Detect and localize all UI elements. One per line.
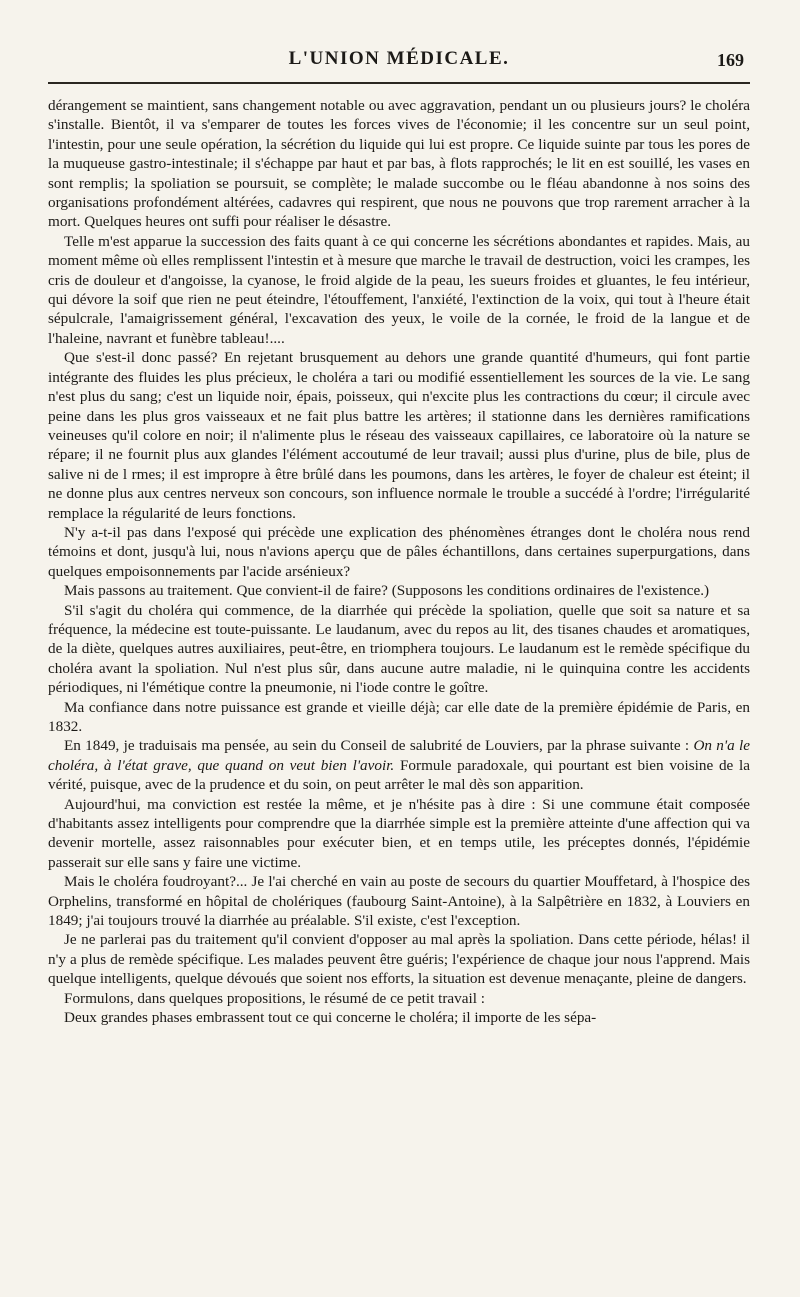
page-header: [48, 48, 750, 78]
italic-quote: On n'a le choléra, à l'état grave, que quand on veut bien l'avoir.: [48, 737, 750, 774]
page-number: 169: [717, 50, 744, 70]
paragraph: Deux grandes phases embrassent tout ce qui concerne le choléra; il importe de les sépa-: [64, 1009, 597, 1027]
paragraph: Formulons, dans quelques propositions, le résumé de ce petit travail :: [64, 989, 485, 1007]
paragraph-tail: Formule paradoxale, qui pourtant est bien voisine de la vérité, puisque, avec de la prudence et du soin, on peut arrêter le mal dès son apparition.: [48, 756, 750, 794]
article-body: [48, 96, 750, 1028]
paragraph: Que s'est-il donc passé? En rejetant brusquement au dehors une grande quantité d'humeurs, qui font partie intégrante des fluides les plus précieux, le choléra a tari ou modifié essentiellement les sources de la vie. Le sang n'est plus du sang; c'est un liquide noir, épais, poisseux, qui n'excite plus les contractions du cœur; il circule avec peine dans les plus gros vaisseaux et ne fait plus battre les artères; il stationne dans les dernières ramifications veineuses qu'il colore en noir; il n'alimente plus le réseau des vaisseaux capillaires, ce laboratoire où la nature se répare; il ne fournit plus aux glandes l'élément accoutumé de leur travail; aussi plus d'urine, plus de bile, plus de salive ni de l rmes; il est impropre à être brûlé dans les poumons, dans les artères, le foyer de chaleur est éteint; il ne donne plus aux centres nerveux son concours, son influence normale le trouble a succédé à l'ordre; l'irrégularité remplace la régularité de leurs fonctions.: [48, 349, 750, 522]
paragraph: dérangement se maintient, sans changement notable ou avec aggravation, pendant un ou plusieurs jours? le choléra s'installe. Bientôt, il va s'emparer de toutes les forces vives de l'économie; il les concentre sur un seul point, l'intestin, pour une seule opération, la sécrétion du liquide qui lui est propre. Ce liquide suinte par tous les pores de la muqueuse gastro-intestinale; il s'échappe par haut et par bas, à flots rapprochés; le lit en est souillé, les vases en sont remplis; la spoliation se poursuit, se complète; le malade succombe ou le fléau abandonne à nos soins des organisations profondément altérées, cadavres qui respirent, que nous ne pouvons que trop rarement arracher à la mort. Quelques heures ont suffi pour réaliser le désastre.: [48, 97, 750, 231]
paragraph: Ma confiance dans notre puissance est grande et vieille déjà; car elle date de la première épidémie de Paris, en 1832.: [48, 698, 750, 735]
paragraph: Aujourd'hui, ma conviction est restée la même, et je n'hésite pas à dire : Si une commune était composée d'habitants assez intelligents pour comprendre que la diarrhée simple est la première atteinte d'une affection qui va devenir mortelle, assez raisonnables pour exécuter bien, et en temps utile, les préceptes donnés, l'épidémie passerait sur elle sans y faire une victime.: [48, 795, 750, 871]
paragraph: Telle m'est apparue la succession des faits quant à ce qui concerne les sécrétions abondantes et rapides. Mais, au moment même où elles remplissent l'intestin et à mesure que marche le travail de destruction, voici les crampes, les cris de douleur et d'angoisse, la cyanose, le froid algide de la peau, les sueurs froides et gluantes, le feu intérieur, qui dévore la soif que rien ne peut éteindre, l'étouffement, l'anxiété, l'extinction de la voix, qui tout à l'heure était sépulcrale, l'amaigrissement général, l'excavation des yeux, le voile de la cornée, le froid de la langue et de l'haleine, navrant et funèbre tableau!....: [48, 232, 750, 347]
paragraph: N'y a-t-il pas dans l'exposé qui précède une explication des phénomènes étranges dont le choléra nous rend témoins et dont, jusqu'à lui, nous n'avions aperçu que de pâles échantillons, dans certaines superpurgations, dans quelques empoisonnements par l'acide arsénieux?: [48, 523, 750, 580]
running-title: L'UNION MÉDICALE.: [288, 48, 510, 69]
paragraph: Je ne parlerai pas du traitement qu'il convient d'opposer au mal après la spoliation. Dans cette période, hélas! il n'y a plus de remède spécifique. Les malades peuvent être guéris; l'expérience de chaque jour nous l'apprend. Mais quelque intelligents, quelque dévoués que soient nos efforts, la situation est devenue menaçante, pleine de dangers.: [48, 931, 750, 988]
paragraph: Mais passons au traitement. Que convient-il de faire? (Supposons les conditions ordinaires de l'existence.): [64, 582, 710, 600]
header-rule: [48, 82, 750, 84]
paragraph: S'il s'agit du choléra qui commence, de la diarrhée qui précède la spoliation, quelle que soit sa nature et sa fréquence, la médecine est toute-puissante. Le laudanum, avec du repos au lit, des tisanes chaudes et aromatiques, de la diète, quelques autres auxiliaires, peut-être, en triomphera toujours. Le laudanum est le remède spécifique du choléra avant la spoliation. Nul n'est plus sûr, dans aucune autre maladie, ni le quinquina contre les accidents périodiques, ni l'émétique contre la pneumonie, ni l'iode contre le goître.: [48, 601, 750, 697]
paragraph: Mais le choléra foudroyant?... Je l'ai cherché en vain au poste de secours du quartier Mouffetard, à l'hospice des Orphelins, transformé en hôpital de cholériques (faubourg Saint-Antoine), à la Salpêtrière en 1832, à Louviers en 1849; j'ai toujours trouvé la diarrhée au préalable. S'il existe, c'est l'exception.: [48, 873, 750, 930]
paragraph-lead: En 1849, je traduisais ma pensée, au sein du Conseil de salubrité de Louviers, par la phrase suivante :: [64, 737, 690, 755]
paragraph-with-quote: [48, 736, 750, 794]
